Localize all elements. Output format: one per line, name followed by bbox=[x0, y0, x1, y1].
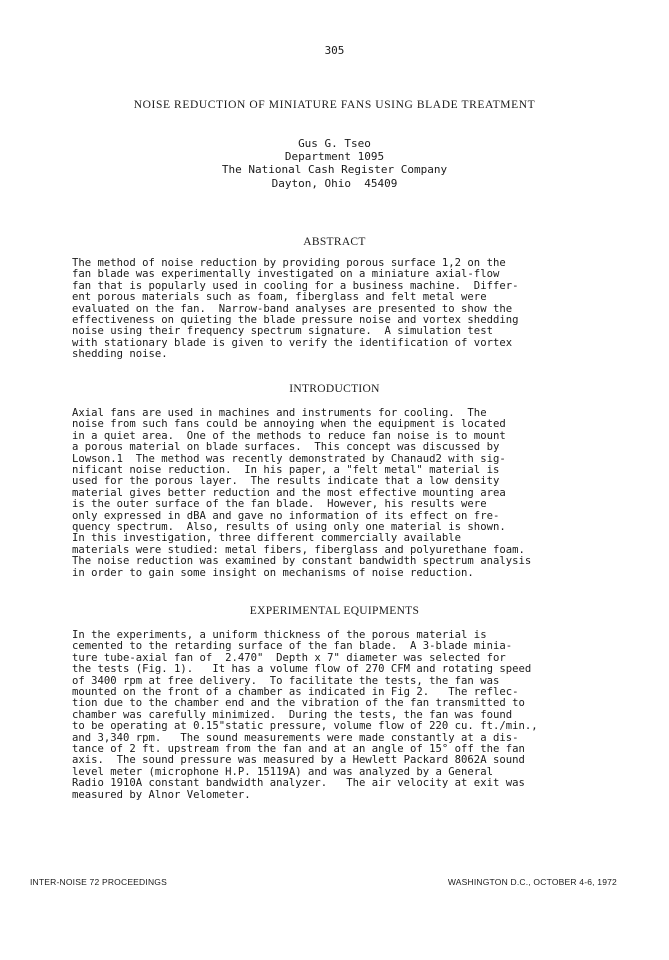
text-line: fan that is popularly used in cooling for a business machine. Differ- bbox=[72, 279, 519, 292]
paper-title: NOISE REDUCTION OF MINIATURE FANS USING BLADE TREATMENT bbox=[133, 99, 536, 111]
text-line: is the outer surface of the fan blade. However, his results were bbox=[72, 498, 487, 511]
text-line: only expressed in dBA and gave no information of its effect on fre- bbox=[72, 509, 500, 522]
introduction-heading: INTRODUCTION bbox=[289, 383, 380, 395]
author-company: The National Cash Register Company bbox=[221, 163, 448, 177]
text-line: of 3400 rpm at free delivery. To facilitate the tests, the fan was bbox=[72, 674, 500, 687]
footer-location-date: WASHINGTON D.C., OCTOBER 4-6, 1972 bbox=[447, 877, 617, 887]
text-line: with stationary blade is given to verify the identification of vortex bbox=[72, 336, 513, 349]
text-line: axis. The sound pressure was measured by a Hewlett Packard 8062A sound bbox=[72, 754, 525, 767]
author-name: Gus G. Tseo bbox=[298, 137, 371, 150]
text-line: evaluated on the fan. Narrow-band analyses are presented to show the bbox=[72, 302, 513, 315]
text-line: quency spectrum. Also, results of using only one material is shown. bbox=[72, 521, 506, 534]
text-line: The noise reduction was examined by constant bandwidth spectrum analysis bbox=[72, 555, 532, 568]
text-line: cemented to the retarding surface of the fan blade. A 3-blade minia- bbox=[72, 640, 513, 653]
text-line: measured by Alnor Velometer. bbox=[72, 788, 251, 801]
text-line: noise using their frequency spectrum signature. A simulation test bbox=[72, 325, 493, 338]
text-line: used for the porous layer. The results indicate that a low density bbox=[72, 475, 500, 488]
footer-proceedings: INTER-NOISE 72 PROCEEDINGS bbox=[30, 877, 167, 887]
text-line: the tests (Fig. 1). It has a volume flow of 270 CFM and rotating speed bbox=[72, 663, 532, 676]
text-line: materials were studied: metal fibers, fiberglass and polyurethane foam. bbox=[72, 543, 525, 556]
text-line: Radio 1910A constant bandwidth analyzer. The air velocity at exit was bbox=[72, 777, 525, 790]
text-line: level meter (microphone H.P. 15119A) and was analyzed by a General bbox=[72, 765, 493, 778]
text-line: in order to gain some insight on mechanisms of noise reduction. bbox=[72, 566, 474, 579]
text-line: noise from such fans could be annoying when the equipment is located bbox=[72, 418, 506, 431]
text-line: tance of 2 ft. upstream from the fan and at an angle of 15° off the fan bbox=[72, 743, 525, 756]
text-line: material gives better reduction and the most effective mounting area bbox=[72, 486, 506, 499]
author-location: Dayton, Ohio 45409 bbox=[271, 176, 398, 190]
text-line: The method of noise reduction by providing porous surface 1,2 on the bbox=[72, 257, 506, 269]
text-line: effectiveness on quieting the blade pressure noise and vortex shedding bbox=[72, 314, 519, 327]
text-line: Lowson.1 The method was recently demonstrated by Chanaud2 with sig- bbox=[72, 452, 506, 465]
text-line: tion due to the chamber end and the vibration of the fan transmitted to bbox=[72, 697, 525, 710]
text-line: a porous material on blade surfaces. This concept was discussed by bbox=[72, 441, 500, 454]
experimental-heading: EXPERIMENTAL EQUIPMENTS bbox=[249, 605, 420, 617]
text-line: mounted on the front of a chamber as indicated in Fig 2. The reflec- bbox=[72, 686, 519, 699]
author-block bbox=[0, 137, 669, 190]
text-line: shedding noise. bbox=[72, 348, 168, 361]
text-line: ture tube-axial fan of 2.470" Depth x 7" diameter was selected for bbox=[72, 651, 506, 664]
text-line: in a quiet area. One of the methods to reduce fan noise is to mount bbox=[72, 429, 506, 442]
text-line: to be operating at 0.15"static pressure, volume flow of 220 cu. ft./min., bbox=[72, 720, 538, 733]
text-line: In this investigation, three different commercially available bbox=[72, 532, 462, 545]
abstract-paragraph bbox=[72, 258, 592, 361]
text-line: In the experiments, a uniform thickness of the porous material is bbox=[72, 629, 487, 641]
introduction-paragraph bbox=[72, 408, 592, 579]
text-line: Axial fans are used in machines and instruments for cooling. The bbox=[72, 407, 487, 419]
text-line: chamber was carefully minimized. During the tests, the fan was found bbox=[72, 708, 513, 721]
experimental-paragraph bbox=[72, 630, 592, 801]
text-line: fan blade was experimentally investigated on a miniature axial-flow bbox=[72, 268, 500, 281]
page-number: 305 bbox=[324, 44, 345, 57]
text-line: and 3,340 rpm. The sound measurements were made constantly at a dis- bbox=[72, 731, 519, 744]
author-department: Department 1095 bbox=[284, 150, 385, 164]
abstract-heading: ABSTRACT bbox=[303, 236, 366, 248]
text-line: nificant noise reduction. In his paper, a "felt metal" material is bbox=[72, 464, 500, 477]
text-line: ent porous materials such as foam, fiberglass and felt metal were bbox=[72, 291, 487, 304]
